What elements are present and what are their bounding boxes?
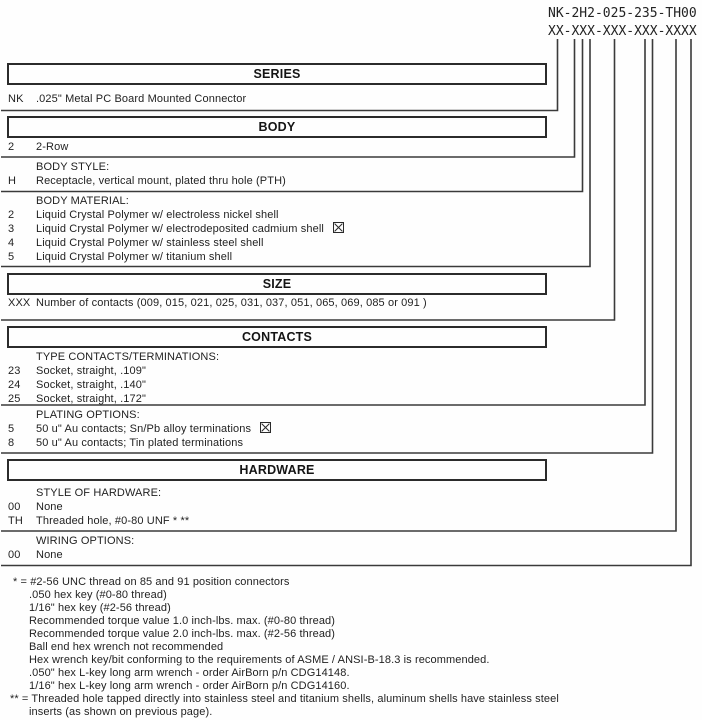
part-number-mask: XX-XXX-XXX-XXX-XXXX (548, 24, 697, 39)
crossed-box-icon (260, 422, 271, 433)
group-size (0, 296, 540, 310)
option-desc: None (36, 549, 63, 561)
option-row (0, 250, 540, 264)
section-box-hardware (7, 459, 547, 481)
section-title-body: BODY (258, 120, 296, 134)
group-hardware-style (0, 486, 540, 528)
footnote-line: .050" hex L-key long arm wrench - order AirBorn p/n CDG14148. (29, 667, 350, 679)
group-wiring (0, 534, 540, 562)
option-code: 25 (8, 393, 21, 405)
option-row (0, 422, 540, 436)
footnote-line: 1/16" hex L-key long arm wrench - order AirBorn p/n CDG14160. (29, 680, 350, 692)
option-desc: Liquid Crystal Polymer w/ titanium shell (36, 251, 233, 263)
footnote-line: Ball end hex wrench not recommended (29, 641, 224, 653)
group-contacts-type (0, 350, 540, 406)
footnote-line: inserts (as shown on previous page). (29, 706, 213, 718)
crossed-box-icon (333, 222, 344, 233)
option-row (0, 548, 540, 562)
option-desc: None (36, 501, 63, 513)
group-plating (0, 408, 540, 450)
option-row (0, 436, 540, 450)
option-code: TH (8, 515, 23, 527)
option-row (0, 174, 540, 188)
footnote-line: 1/16" hex key (#2-56 thread) (29, 602, 171, 614)
option-desc: Liquid Crystal Polymer w/ electrodeposited cadmium shell (36, 222, 540, 236)
option-code: NK (8, 93, 24, 105)
footnote-line: Recommended torque value 2.0 inch-lbs. max. (#2-56 thread) (29, 628, 336, 640)
section-title-series: SERIES (253, 67, 301, 81)
section-box-series (7, 63, 547, 85)
footnote-line: Recommended torque value 1.0 inch-lbs. max. (#0-80 thread) (29, 615, 336, 627)
section-title-size: SIZE (262, 277, 292, 291)
hardware_style-header: STYLE OF HARDWARE: (36, 487, 162, 499)
body_material-header: BODY MATERIAL: (36, 195, 129, 207)
option-code: H (8, 175, 17, 187)
option-code: 00 (8, 501, 21, 513)
option-row (0, 222, 540, 236)
wiring-header: WIRING OPTIONS: (36, 535, 135, 547)
option-desc: Socket, straight, .140" (36, 379, 146, 391)
option-row (0, 236, 540, 250)
group-body-style (0, 160, 540, 188)
option-row (0, 514, 540, 528)
section-box-contacts (7, 326, 547, 348)
footnote-line: .050 hex key (#0-80 thread) (29, 589, 167, 601)
body_style-header: BODY STYLE: (36, 161, 110, 173)
option-row (0, 296, 540, 310)
option-row (0, 92, 540, 106)
option-desc: .025" Metal PC Board Mounted Connector (36, 93, 247, 105)
option-code: 5 (8, 423, 15, 435)
option-row (0, 208, 540, 222)
option-code: 00 (8, 549, 21, 561)
option-desc: Threaded hole, #0-80 UNF * ** (36, 515, 190, 527)
option-code: XXX (8, 297, 31, 309)
option-desc: Socket, straight, .109" (36, 365, 146, 377)
option-desc: 50 u" Au contacts; Tin plated terminations (36, 437, 244, 449)
option-code: 23 (8, 365, 21, 377)
part-number-example: NK-2H2-025-235-TH00 (548, 6, 697, 21)
option-desc: 2-Row (36, 141, 69, 153)
plating-header: PLATING OPTIONS: (36, 409, 140, 421)
group-body-rows (0, 140, 540, 154)
option-desc: Liquid Crystal Polymer w/ electroless nickel shell (36, 209, 279, 221)
option-code: 5 (8, 251, 15, 263)
contacts_type-header: TYPE CONTACTS/TERMINATIONS: (36, 351, 220, 363)
option-row (0, 364, 540, 378)
option-row (0, 392, 540, 406)
option-row (0, 500, 540, 514)
option-code: 2 (8, 141, 15, 153)
option-code: 3 (8, 223, 15, 235)
option-row (0, 378, 540, 392)
option-desc: Socket, straight, .172" (36, 393, 146, 405)
section-box-size (7, 273, 547, 295)
option-code: 8 (8, 437, 15, 449)
footnote-line: * = #2-56 UNC thread on 85 and 91 position connectors (13, 576, 290, 588)
option-desc: Receptacle, vertical mount, plated thru hole (PTH) (36, 175, 286, 187)
option-desc: 50 u" Au contacts; Sn/Pb alloy terminations (36, 422, 540, 436)
option-desc: Number of contacts (009, 015, 021, 025, 031, 037, 051, 065, 069, 085 or 091 ) (36, 297, 427, 309)
section-box-body (7, 116, 547, 138)
footnotes-block (0, 576, 690, 719)
section-title-contacts: CONTACTS (241, 330, 313, 344)
section-title-hardware: HARDWARE (239, 463, 315, 477)
option-row (0, 140, 540, 154)
group-body-material (0, 194, 540, 264)
footnote-line: Hex wrench key/bit conforming to the requirements of ASME / ANSI-B-18.3 is recommended. (29, 654, 490, 666)
option-code: 4 (8, 237, 15, 249)
option-code: 24 (8, 379, 21, 391)
footnote-line: ** = Threaded hole tapped directly into stainless steel and titanium shells, aluminum shells have stainless steel (10, 693, 559, 705)
group-series (0, 92, 540, 106)
option-code: 2 (8, 209, 15, 221)
option-desc: Liquid Crystal Polymer w/ stainless steel shell (36, 237, 264, 249)
